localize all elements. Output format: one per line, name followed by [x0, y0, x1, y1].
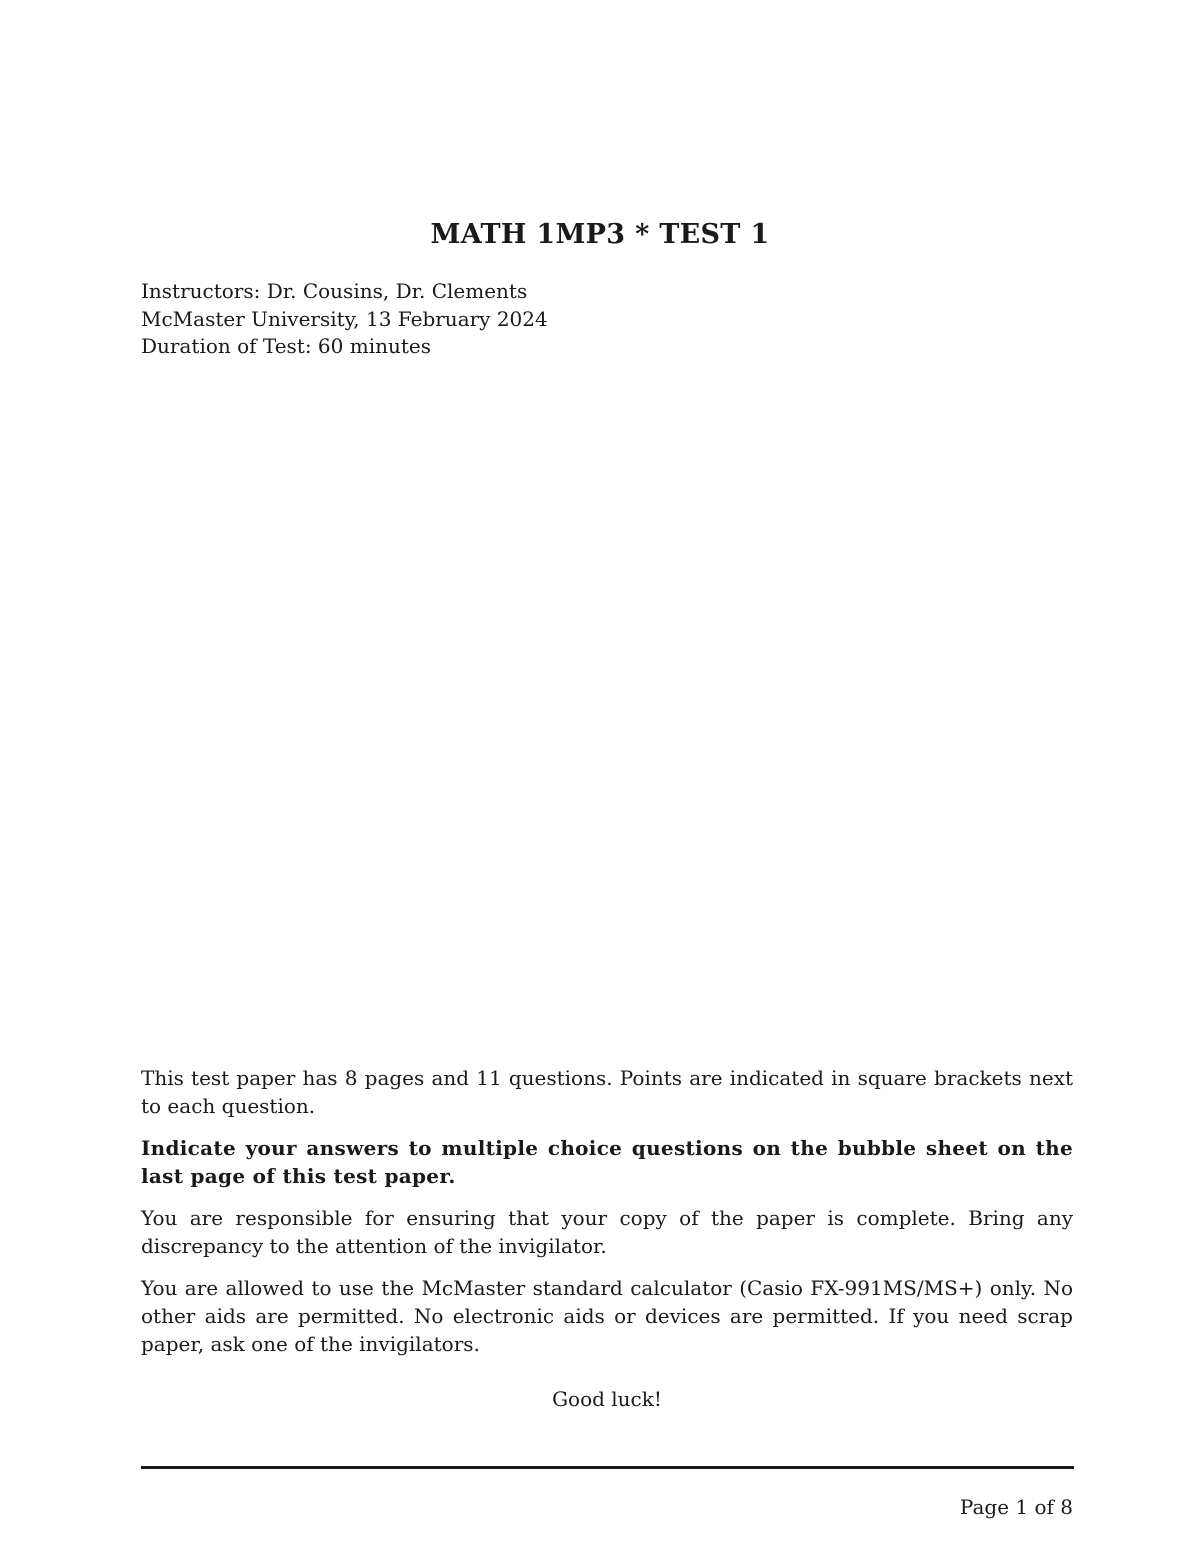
bubble-sheet-instruction: Indicate your answers to multiple choice questions on the bubble sheet on the last page of this test paper.: [141, 1136, 1073, 1188]
intro-paragraph: This test paper has 8 pages and 11 questions. Points are indicated in square brackets next to each question.: [141, 1066, 1073, 1118]
instructions-section: [141, 1064, 1073, 1372]
closing-text: Good luck!: [552, 1387, 662, 1411]
page-number: Page 1 of 8: [959, 1495, 1073, 1519]
header-info: [141, 278, 548, 361]
responsibility-paragraph: You are responsible for ensuring that your copy of the paper is complete. Bring any discrepancy to the attention of the invigilator.: [141, 1206, 1073, 1258]
page-title: MATH 1MP3 * TEST 1: [430, 219, 770, 250]
aids-paragraph: You are allowed to use the McMaster standard calculator (Casio FX-991MS/MS+) only. No other aids are permitted. No electronic aids or devices are permitted. If you need scrap paper, ask one of the invigilators.: [141, 1276, 1073, 1356]
instructors-line: Instructors: Dr. Cousins, Dr. Clements: [141, 279, 528, 303]
institution-date-line: McMaster University, 13 February 2024: [141, 306, 548, 331]
duration-line: Duration of Test: 60 minutes: [141, 334, 431, 358]
footer-divider: [141, 1466, 1074, 1469]
